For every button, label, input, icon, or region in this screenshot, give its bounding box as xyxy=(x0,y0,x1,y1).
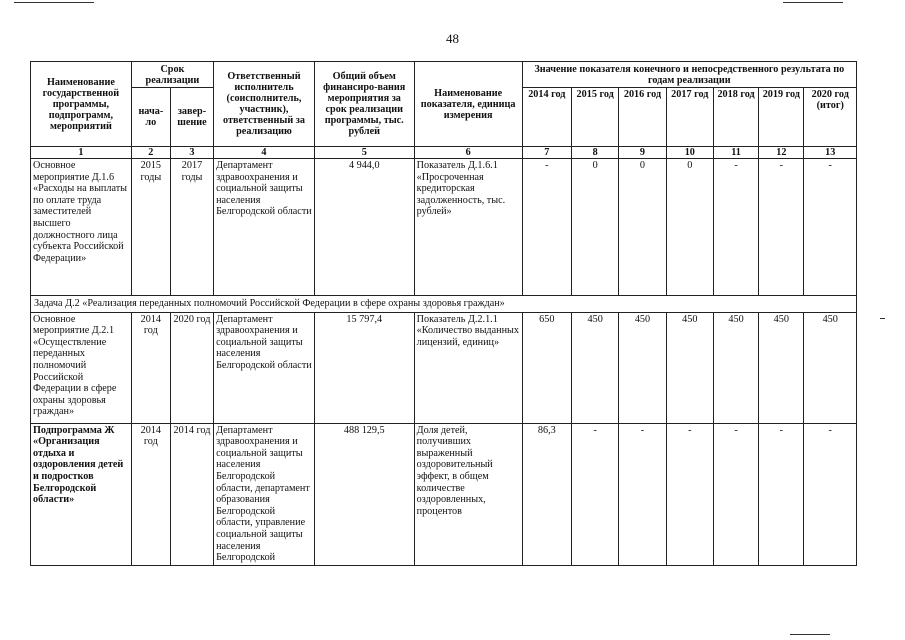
table-row xyxy=(31,159,857,296)
header-year: 2019 год xyxy=(759,88,804,147)
column-number: 9 xyxy=(619,147,666,159)
column-number: 1 xyxy=(31,147,132,159)
year-value: - xyxy=(522,159,571,296)
header-year: 2014 год xyxy=(522,88,571,147)
column-number: 8 xyxy=(572,147,619,159)
column-number: 11 xyxy=(713,147,758,159)
year-value: 450 xyxy=(666,312,713,423)
year-value: - xyxy=(666,423,713,565)
year-value: 450 xyxy=(713,312,758,423)
year-value: 450 xyxy=(572,312,619,423)
scan-edge-mark xyxy=(14,2,94,3)
table-row xyxy=(31,312,857,423)
task-title: Задача Д.2 «Реализация переданных полномочий Российской Федерации в сфере охраны здоровья граждан» xyxy=(31,296,857,313)
year-value: 450 xyxy=(759,312,804,423)
year-value: - xyxy=(572,423,619,565)
year-value: - xyxy=(804,159,857,296)
year-value: 0 xyxy=(666,159,713,296)
year-value: - xyxy=(804,423,857,565)
finance-amount: 488 129,5 xyxy=(314,423,414,565)
year-value: 0 xyxy=(572,159,619,296)
year-value: 86,3 xyxy=(522,423,571,565)
column-number: 4 xyxy=(214,147,315,159)
column-number: 5 xyxy=(314,147,414,159)
table-row xyxy=(31,423,857,565)
year-value: - xyxy=(619,423,666,565)
task-row xyxy=(31,296,857,313)
header-year: 2020 год (итог) xyxy=(804,88,857,147)
executor: Департамент здравоохранения и социальной защиты населения Белгородской области, департамент образования Белгородской области, управление социальной защиты населения Белгородской xyxy=(214,423,315,565)
term-start: 2014 год xyxy=(131,423,170,565)
finance-amount: 15 797,4 xyxy=(314,312,414,423)
column-number: 12 xyxy=(759,147,804,159)
program-table xyxy=(30,61,857,566)
column-number: 13 xyxy=(804,147,857,159)
header-term-end: завер-шение xyxy=(170,88,213,147)
header-year: 2017 год xyxy=(666,88,713,147)
scan-edge-mark xyxy=(790,634,830,635)
scan-edge-mark xyxy=(880,318,885,319)
column-number: 7 xyxy=(522,147,571,159)
header-term: Срок реализации xyxy=(131,62,213,88)
page-number: 48 xyxy=(446,31,459,46)
year-value: - xyxy=(713,159,758,296)
column-number: 10 xyxy=(666,147,713,159)
activity-name: Основное мероприятие Д.1.6 «Расходы на выплаты по оплате труда заместителей высшего должностного лица субъекта Российской Федерации» xyxy=(31,159,132,296)
term-start: 2015 годы xyxy=(131,159,170,296)
column-number: 2 xyxy=(131,147,170,159)
year-value: 0 xyxy=(619,159,666,296)
column-number: 3 xyxy=(170,147,213,159)
indicator: Показатель Д.2.1.1 «Количество выданных лицензий, единиц» xyxy=(414,312,522,423)
year-value: 450 xyxy=(804,312,857,423)
header-name: Наименование государственной программы, подпрограмм, мероприятий xyxy=(31,62,132,147)
finance-amount: 4 944,0 xyxy=(314,159,414,296)
activity-name: Основное мероприятие Д.2.1 «Осуществление переданных полномочий Российской Федерации в сфере охраны здоровья граждан» xyxy=(31,312,132,423)
term-end: 2014 год xyxy=(170,423,213,565)
subprogram-name: Подпрограмма Ж «Организация отдыха и оздоровления детей и подростков Белгородской области» xyxy=(31,423,132,565)
year-value: - xyxy=(759,423,804,565)
column-number-row xyxy=(31,147,857,159)
column-number: 6 xyxy=(414,147,522,159)
year-value: 650 xyxy=(522,312,571,423)
header-year: 2018 год xyxy=(713,88,758,147)
indicator: Показатель Д.1.6.1 «Просроченная кредиторская задолженность, тыс. рублей» xyxy=(414,159,522,296)
term-end: 2017 годы xyxy=(170,159,213,296)
term-end: 2020 год xyxy=(170,312,213,423)
header-year: 2016 год xyxy=(619,88,666,147)
executor: Департамент здравоохранения и социальной защиты населения Белгородской области xyxy=(214,312,315,423)
year-value: - xyxy=(713,423,758,565)
header-finance: Общий объем финансиро-вания мероприятия за срок реализации программы, тыс. рублей xyxy=(314,62,414,147)
term-start: 2014 год xyxy=(131,312,170,423)
header-executor: Ответственный исполнитель (соисполнитель, участник), ответственный за реализацию xyxy=(214,62,315,147)
header-term-start: нача-ло xyxy=(131,88,170,147)
header-year: 2015 год xyxy=(572,88,619,147)
year-value: - xyxy=(759,159,804,296)
year-value: 450 xyxy=(619,312,666,423)
indicator: Доля детей, получивших выраженный оздоровительный эффект, в общем количестве оздоровленных, процентов xyxy=(414,423,522,565)
header-values: Значение показателя конечного и непосредственного результата по годам реализации xyxy=(522,62,856,88)
scan-edge-mark xyxy=(783,2,843,3)
header-indicator: Наименование показателя, единица измерения xyxy=(414,62,522,147)
executor: Департамент здравоохранения и социальной защиты населения Белгородской области xyxy=(214,159,315,296)
